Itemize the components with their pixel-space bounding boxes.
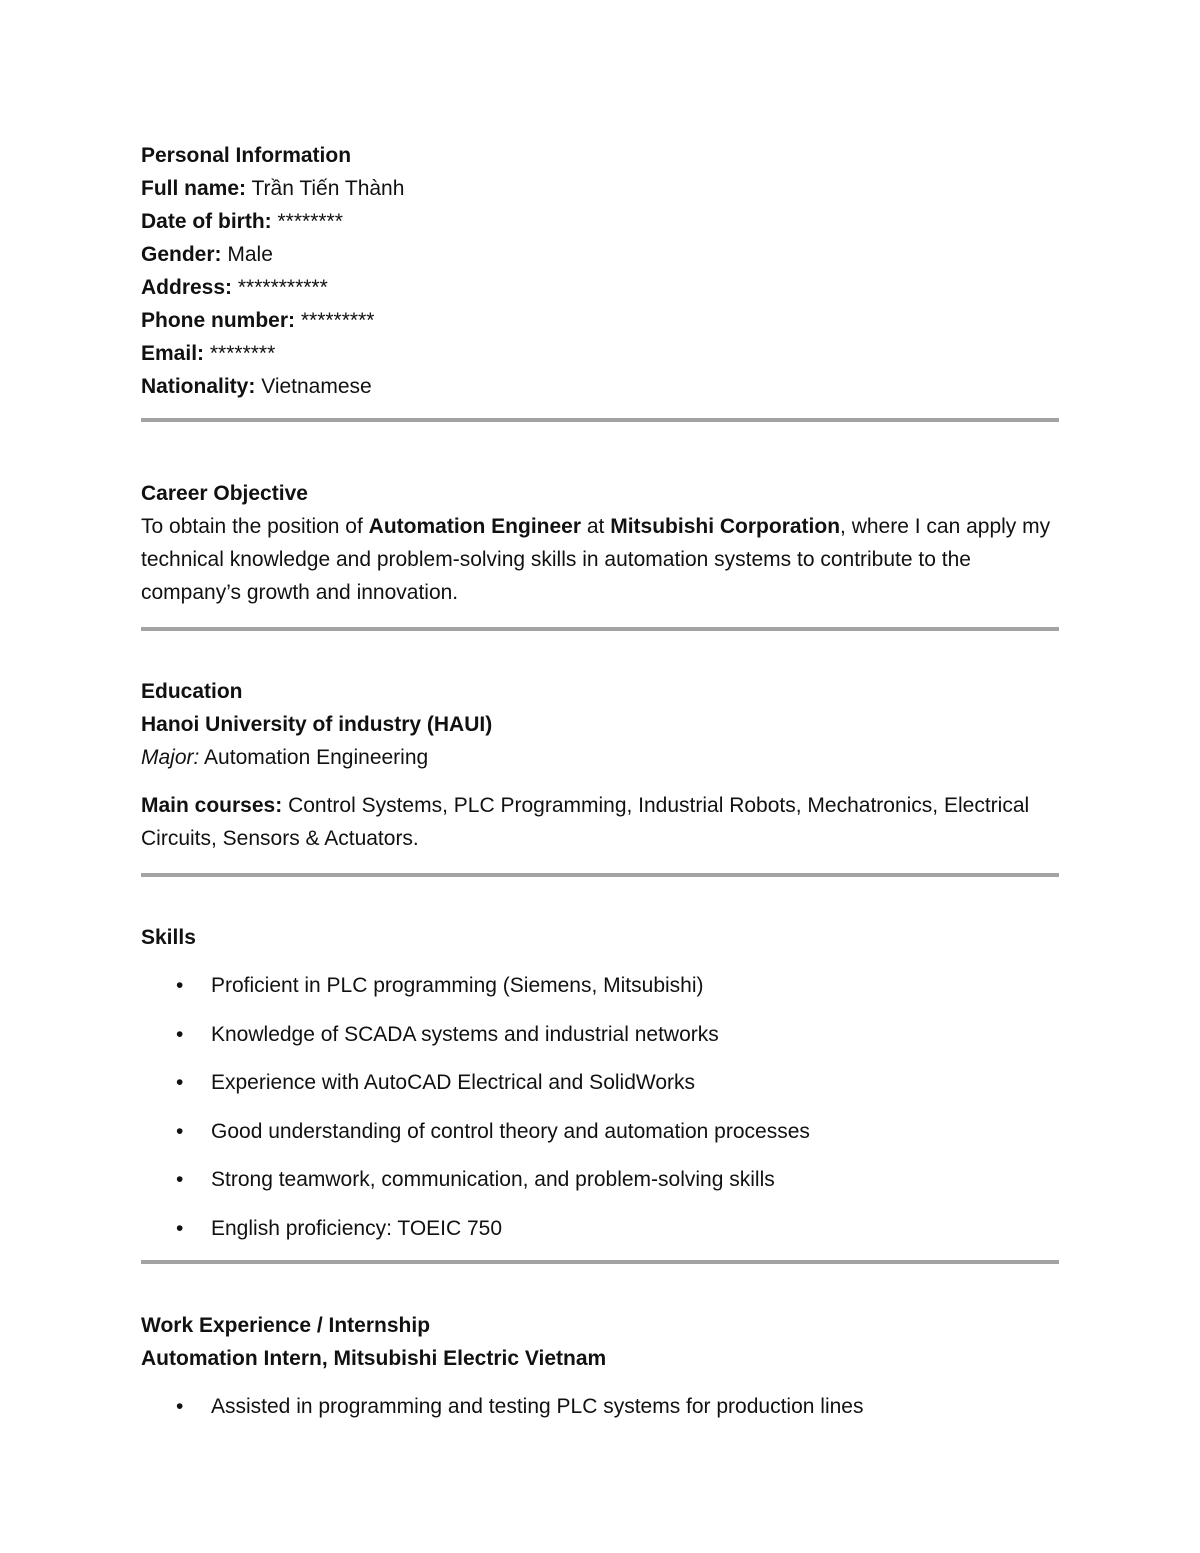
list-item	[141, 1018, 1059, 1051]
field-value: ***********	[237, 276, 328, 299]
objective-company: Mitsubishi Corporation	[610, 515, 841, 538]
skills-section	[141, 921, 1059, 1245]
list-item	[141, 969, 1059, 1002]
main-courses	[141, 789, 1059, 855]
career-objective-text	[141, 510, 1059, 609]
work-role: Automation Intern, Mitsubishi Electric Vietnam	[141, 1346, 607, 1370]
skills-heading: Skills	[141, 926, 196, 949]
bullet-icon: •	[176, 974, 184, 997]
education-section	[141, 675, 1059, 855]
spacer	[141, 1264, 1059, 1309]
skill-text: Proficient in PLC programming (Siemens, Mitsubishi)	[211, 974, 704, 997]
list-item	[141, 1212, 1059, 1245]
field-phone	[141, 304, 1059, 337]
spacer	[141, 1375, 1059, 1390]
field-label: Email:	[141, 342, 205, 365]
spacer	[141, 954, 1059, 969]
field-full-name	[141, 172, 1059, 205]
resume-content	[141, 139, 1059, 1438]
list-item	[141, 1115, 1059, 1148]
skill-text: Good understanding of control theory and automation processes	[211, 1119, 810, 1143]
major-label: Major:	[141, 746, 200, 769]
career-objective-heading: Career Objective	[141, 482, 308, 505]
skill-text: Knowledge of SCADA systems and industrial networks	[211, 1022, 719, 1046]
spacer	[141, 855, 1059, 873]
field-label: Full name:	[141, 177, 247, 200]
major-line	[141, 741, 1059, 774]
spacer	[141, 774, 1059, 789]
list-item	[141, 1163, 1059, 1196]
courses-value: Control Systems, PLC Programming, Industrial Robots, Mechatronics, Electrical Circuits, Sensors & Actuators.	[141, 794, 1030, 850]
list-item	[141, 1390, 1059, 1423]
field-label: Phone number:	[141, 309, 296, 332]
spacer	[141, 1245, 1059, 1260]
work-experience-section	[141, 1309, 1059, 1423]
bullet-icon: •	[176, 1168, 184, 1191]
field-value: Trần Tiến Thành	[251, 177, 405, 200]
objective-position: Automation Engineer	[368, 515, 582, 538]
work-item-text: Assisted in programming and testing PLC systems for production lines	[211, 1394, 864, 1418]
personal-info-heading: Personal Information	[141, 144, 352, 167]
skill-text: Experience with AutoCAD Electrical and SolidWorks	[211, 1071, 695, 1094]
bullet-icon: •	[176, 1022, 184, 1046]
field-label: Nationality:	[141, 375, 256, 398]
field-address	[141, 271, 1059, 304]
field-value: ********	[277, 210, 343, 233]
field-gender	[141, 238, 1059, 271]
skill-text: Strong teamwork, communication, and problem-solving skills	[211, 1168, 775, 1191]
work-heading: Work Experience / Internship	[141, 1313, 431, 1337]
spacer	[141, 422, 1059, 477]
spacer	[141, 403, 1059, 418]
bullet-icon: •	[176, 1119, 184, 1143]
bullet-icon: •	[176, 1071, 184, 1094]
spacer	[141, 609, 1059, 627]
bullet-icon: •	[176, 1394, 184, 1418]
field-value: Male	[227, 243, 273, 266]
courses-label: Main courses:	[141, 794, 283, 817]
personal-info-section	[141, 139, 1059, 403]
career-objective-section	[141, 477, 1059, 609]
field-value: Vietnamese	[261, 375, 372, 398]
objective-text-part: , where I can apply my technical knowledge and problem-solving skills in automation systems to contribute to the company’s growth and innovation.	[141, 515, 1051, 604]
objective-text-part: at	[581, 515, 611, 538]
major-value: Automation Engineering	[204, 746, 429, 769]
spacer	[141, 631, 1059, 675]
field-label: Address:	[141, 276, 233, 299]
field-label: Date of birth:	[141, 210, 272, 233]
field-value: *********	[300, 309, 375, 332]
bullet-icon: •	[176, 1216, 184, 1240]
field-nationality	[141, 370, 1059, 403]
field-date-of-birth	[141, 205, 1059, 238]
education-heading: Education	[141, 680, 243, 703]
field-value: ********	[209, 342, 276, 365]
objective-text-part: To obtain the position of	[141, 515, 369, 538]
list-item	[141, 1066, 1059, 1099]
skills-list	[141, 969, 1059, 1245]
skill-text: English proficiency: TOEIC 750	[211, 1216, 503, 1240]
spacer	[141, 877, 1059, 921]
work-list	[141, 1390, 1059, 1423]
field-label: Gender:	[141, 243, 222, 266]
school-name: Hanoi University of industry (HAUI)	[141, 713, 493, 736]
field-email	[141, 337, 1059, 370]
